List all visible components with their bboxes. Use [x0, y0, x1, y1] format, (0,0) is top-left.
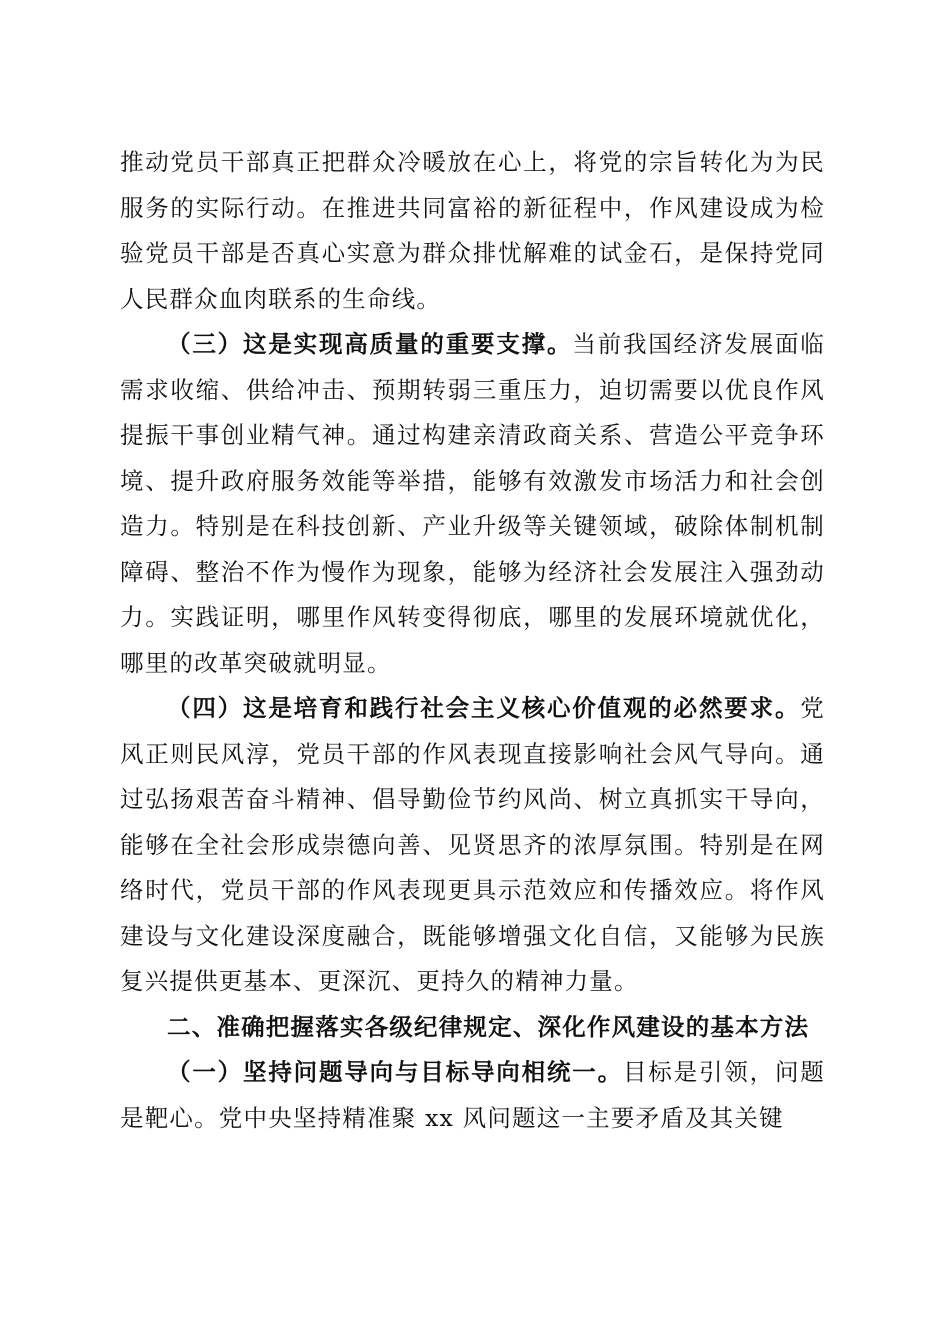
paragraph-text: 目标是引领，问题是靶心。党中央坚持精准聚 xx 风问题这一主要矛盾及其关键 [120, 1058, 825, 1132]
paragraph-section-4 [120, 686, 825, 1005]
paragraph-subsection-1 [120, 1050, 825, 1141]
paragraph-continuation [120, 140, 825, 322]
paragraph-text: 推动党员干部真正把群众冷暖放在心上，将党的宗旨转化为为民服务的实际行动。在推进共同富裕的新征程中，作风建设成为检验党员干部是否真心实意为群众排忧解难的试金石，是保持党同人民群众血肉联系的生命线。 [120, 148, 825, 313]
paragraph-section-3 [120, 322, 825, 686]
paragraph-lead: （四）这是培育和践行社会主义核心价值观的必然要求。 [167, 694, 801, 722]
heading-text: 二、准确把握落实各级纪律规定、深化作风建设的基本方法 [167, 1012, 810, 1041]
section-heading [120, 1005, 825, 1051]
paragraph-text: 当前我国经济发展面临需求收缩、供给冲击、预期转弱三重压力，迫切需要以优良作风提振干事创业精气神。通过构建亲清政商关系、营造公平竞争环境、提升政府服务效能等举措，能够有效激发市场活力和社会创造力。特别是在科技创新、产业升级等关键领域，破除体制机制障碍、整治不作为慢作为现象，能够为经济社会发展注入强劲动力。实践证明，哪里作风转变得彻底，哪里的发展环境就优化，哪里的改革突破就明显。 [120, 330, 825, 677]
paragraph-lead: （一）坚持问题导向与目标导向相统一。 [167, 1058, 623, 1086]
paragraph-lead: （三）这是实现高质量的重要支撑。 [167, 330, 573, 358]
document-page [120, 140, 825, 1141]
paragraph-text: 党风正则民风淳，党员干部的作风表现直接影响社会风气导向。通过弘扬艰苦奋斗精神、倡导勤俭节约风尚、树立真抓实干导向，能够在全社会形成崇德向善、见贤思齐的浓厚氛围。特别是在网络时代，党员干部的作风表现更具示范效应和传播效应。将作风建设与文化建设深度融合，既能够增强文化自信，又能够为民族复兴提供更基本、更深沉、更持久的精神力量。 [120, 694, 825, 995]
